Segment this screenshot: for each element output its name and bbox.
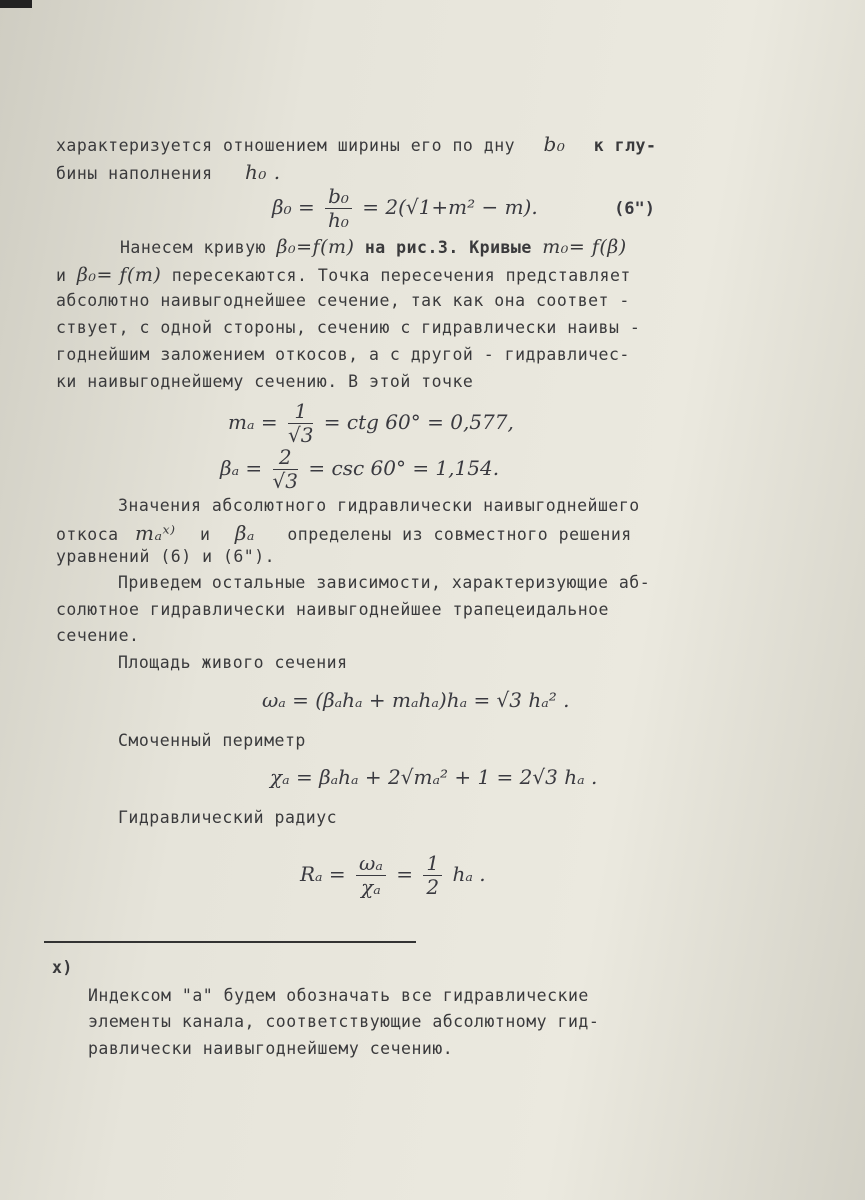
numerator: 1 [423,852,442,876]
equation-m-a [228,400,514,447]
denominator: √3 [287,423,314,447]
eq-rhs: = ctg 60° = 0,577, [323,410,514,434]
fraction [325,185,352,232]
footnote-divider [44,941,416,943]
p3-line-3: уравнений (6) и (6"). [56,547,276,566]
text: характеризуется отношением ширины его по дну [56,136,516,155]
text: и [199,525,211,544]
p2-line-6: ки наивыгоднейшему сечению. В этой точке [56,372,474,391]
fraction [288,400,313,447]
equation-beta-a [220,446,499,493]
text: к глу- [593,136,657,155]
eq-lhs: mₐ = [228,410,278,434]
var-m-a: mₐˣ⁾ [135,521,176,545]
text: Нанесем кривую [120,238,267,257]
p1-line-1 [56,132,656,156]
area-label: Площадь живого сечения [118,653,348,672]
scan-corner-mark [0,0,32,8]
formula-inline: β₀=f(m) [276,236,355,258]
p2-line-5: годнейшим заложением откосов, а с другой - гидравличес- [56,345,630,364]
var-h0: h₀ . [244,160,281,184]
p2-line-1 [120,236,627,258]
fraction [423,852,442,899]
eq-rhs: hₐ . [452,862,486,886]
equals: = [396,862,413,886]
footnote-line-1: Индексом "а" будем обозначать все гидравлические [88,986,589,1005]
eq-rhs: = csc 60° = 1,154. [308,456,500,480]
denominator: χₐ [361,875,381,899]
text: пересекаются. Точка пересечения представляет [171,266,631,285]
equation-6 [272,185,655,232]
numerator: 2 [273,446,298,470]
radius-label: Гидравлический радиус [118,808,338,827]
equation-number: (6") [614,199,656,219]
area-formula: ωₐ = (βₐhₐ + mₐhₐ)hₐ = √3 hₐ² . [262,688,570,712]
p1-line-2 [56,160,281,184]
formula-inline: m₀= f(β) [542,236,627,258]
p3-line-2 [56,521,632,545]
p3-line-1: Значения абсолютного гидравлически наивыгоднейшего [118,496,640,515]
eq-lhs: βₐ = [220,456,263,480]
numerator: b₀ [325,185,352,209]
text: на рис.3. Кривые [364,238,532,257]
text: определены из совместного решения [287,525,632,544]
var-b0: b₀ [543,132,566,156]
formula-inline: β₀= f(m) [76,264,162,286]
text: откоса [56,525,119,544]
p2-line-3: абсолютно наивыгоднейшее сечение, так как она соответ - [56,291,630,310]
eq-lhs: β₀ = [272,195,315,219]
text: и [56,266,67,285]
fraction [273,446,298,493]
footnote-line-3: равлически наивыгоднейшему сечению. [88,1039,454,1058]
footnote-line-2: элементы канала, соответствующие абсолютному гид- [88,1012,600,1031]
perimeter-label: Смоченный периметр [118,731,306,750]
denominator: h₀ [328,208,349,232]
numerator: ωₐ [356,852,386,876]
eq-lhs: Rₐ = [300,862,346,886]
p4-line-1: Приведем остальные зависимости, характеризующие аб- [118,573,651,592]
eq-rhs: = 2(√1+m² − m). [362,195,538,219]
fraction [356,852,386,899]
radius-formula [300,852,486,899]
p2-line-2 [56,264,631,286]
p2-line-4: ствует, с одной стороны, сечению с гидравлически наивы - [56,318,641,337]
denominator: 2 [426,875,440,899]
footnote-marker: x) [52,958,73,977]
denominator: √3 [272,469,299,493]
numerator: 1 [288,400,313,424]
text: бины наполнения [56,164,213,183]
perimeter-formula: χₐ = βₐhₐ + 2√mₐ² + 1 = 2√3 hₐ . [270,765,598,789]
p4-line-3: сечение. [56,626,140,645]
var-beta-a: βₐ [234,521,255,545]
p4-line-2: солютное гидравлически наивыгоднейшее трапецеидальное [56,600,609,619]
